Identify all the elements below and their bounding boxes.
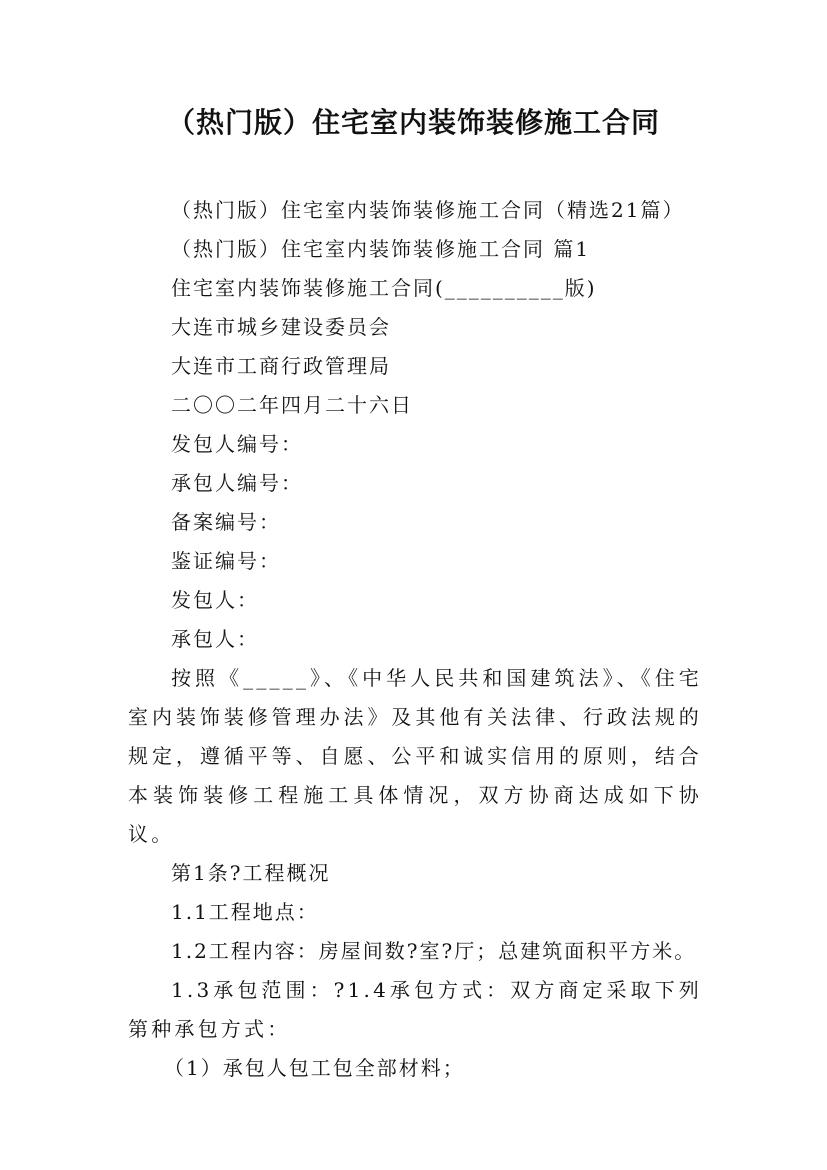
clause-line: 1.2工程内容：房屋间数?室?厅；总建筑面积平方米。 <box>171 939 697 963</box>
employer-number-field: 发包人编号： <box>171 432 303 456</box>
subtitle-line: （热门版）住宅室内装饰装修施工合同（精选21篇） <box>171 198 685 222</box>
issuer-line: 大连市城乡建设委员会 <box>171 315 391 339</box>
intro-paragraph: 按照《_____》、《中华人民共和国建筑法》、《住宅室内装饰装修管理办法》及其他有关法律、行政法规的规定，遵循平等、自愿、公平和诚实信用的原则，结合本装饰装修工程施工具体情况，双方协商达成如下协议。 <box>128 666 702 846</box>
date-line: 二〇〇二年四月二十六日 <box>171 393 413 417</box>
document-body <box>128 191 702 1088</box>
chapter-line: （热门版）住宅室内装饰装修施工合同 篇1 <box>171 237 591 261</box>
document-title: （热门版）住宅室内装饰装修施工合同 <box>166 106 660 139</box>
employer-field: 发包人： <box>171 588 259 612</box>
article-heading: 第1条?工程概况 <box>171 861 331 885</box>
clause-line: 1.1工程地点： <box>171 900 319 924</box>
contract-name-line: 住宅室内装饰装修施工合同(__________版) <box>171 276 597 300</box>
filing-number-field: 备案编号： <box>171 510 281 534</box>
clause-paragraph: 1.3承包范围：?1.4承包方式：双方商定采取下列第种承包方式： <box>128 978 702 1041</box>
contractor-number-field: 承包人编号： <box>171 471 303 495</box>
certification-number-field: 鉴证编号： <box>171 549 281 573</box>
contractor-field: 承包人： <box>171 627 259 651</box>
option-line: （1）承包人包工包全部材料； <box>164 1056 465 1080</box>
issuer-line: 大连市工商行政管理局 <box>171 354 391 378</box>
